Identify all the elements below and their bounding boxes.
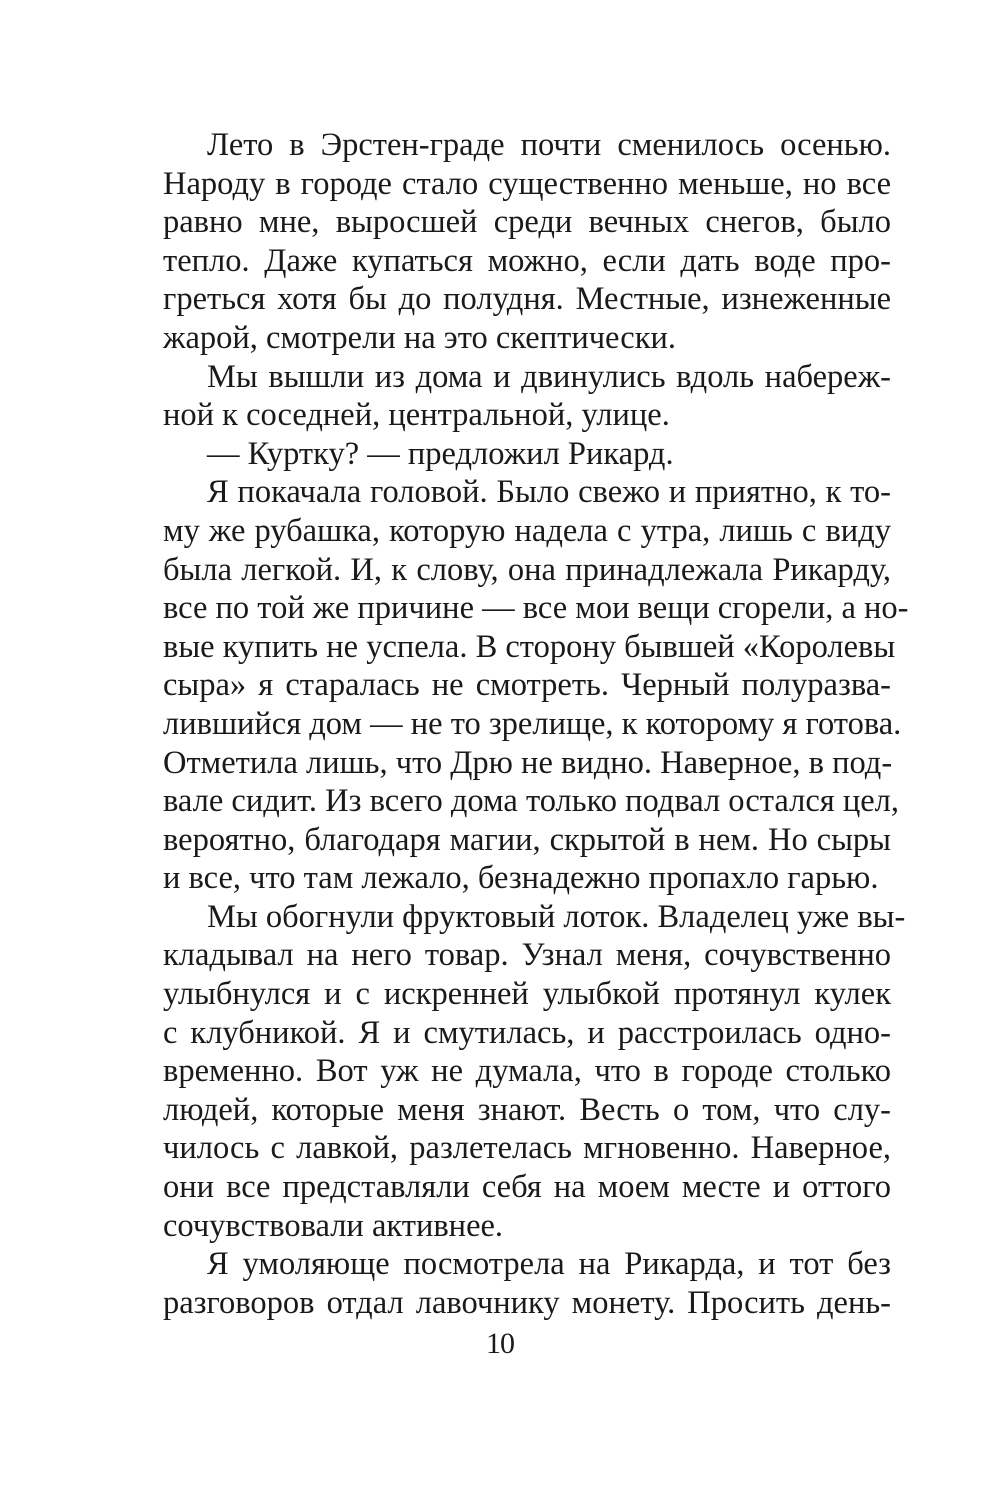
- text-line: Мы вышли из дома и двинулись вдоль набереж-: [207, 358, 891, 395]
- text-line: равно мне, выросшей среди вечных снегов, было: [163, 204, 891, 241]
- text-line: разговоров отдал лавочнику монету. Просить день-: [163, 1284, 891, 1321]
- text-line: чилось с лавкой, разлетелась мгновенно. Наверное,: [163, 1130, 891, 1167]
- text-line: Отметила лишь, что Дрю не видно. Наверное, в под-: [163, 744, 893, 781]
- text-line: жарой, смотрели на это скептически.: [163, 319, 677, 356]
- paragraph: [163, 358, 891, 435]
- text-line: сыра» я старалась не смотреть. Черный полуразва-: [163, 667, 891, 704]
- text-line: Я покачала головой. Было свежо и приятно, к то-: [207, 474, 891, 511]
- text-line: Я умоляюще посмотрела на Рикарда, и тот без: [207, 1246, 891, 1283]
- text-line: и все, что там лежало, безнадежно пропахло гарью.: [163, 860, 879, 897]
- text-line: была легкой. И, к слову, она принадлежала Рикарду,: [163, 551, 891, 588]
- paragraph: [163, 126, 891, 358]
- text-line: сочувствовали активнее.: [163, 1207, 504, 1244]
- text-line: тепло. Даже купаться можно, если дать воде про-: [163, 242, 891, 279]
- text-line: с клубникой. Я и смутилась, и расстроилась одно-: [163, 1014, 891, 1051]
- text-line: му же рубашка, которую надела с утра, лишь с виду: [163, 512, 891, 549]
- text-line: ной к соседней, центральной, улице.: [163, 397, 670, 434]
- text-line: Мы обогнули фруктовый лоток. Владелец уже вы-: [207, 898, 906, 935]
- text-line: вале сидит. Из всего дома только подвал остался цел,: [163, 783, 899, 820]
- text-line: лившийся дом — не то зрелище, к которому я готова.: [163, 705, 902, 742]
- text-line: греться хотя бы до полудня. Местные, изнеженные: [163, 281, 891, 318]
- page-body: [163, 126, 909, 1322]
- paragraph: [163, 473, 909, 898]
- dialogue-paragraph: [163, 435, 891, 474]
- text-line: они все представляли себя на моем месте и оттого: [163, 1169, 891, 1206]
- text-line: Народу в городе стало существенно меньше, но все: [163, 165, 891, 202]
- text-line: вероятно, благодаря магии, скрытой в нем. Но сыры: [163, 821, 891, 858]
- text-line: кладывал на него товар. Узнал меня, сочувственно: [163, 937, 891, 974]
- paragraph: [163, 898, 906, 1245]
- text-line: все по той же причине — все мои вещи сгорели, а но-: [163, 590, 909, 627]
- text-line: Лето в Эрстен-граде почти сменилось осенью.: [207, 127, 891, 163]
- paragraph: [163, 1245, 891, 1322]
- text-line: временно. Вот уж не думала, что в городе столько: [163, 1053, 891, 1090]
- text-line: людей, которые меня знают. Весть о том, что слу-: [163, 1091, 891, 1128]
- page-number: 10: [486, 1327, 514, 1360]
- text-line: — Куртку? — предложил Рикард.: [207, 435, 674, 472]
- text-line: улыбнулся и с искренней улыбкой протянул кулек: [163, 976, 891, 1013]
- text-line: вые купить не успела. В сторону бывшей «Королевы: [163, 628, 896, 665]
